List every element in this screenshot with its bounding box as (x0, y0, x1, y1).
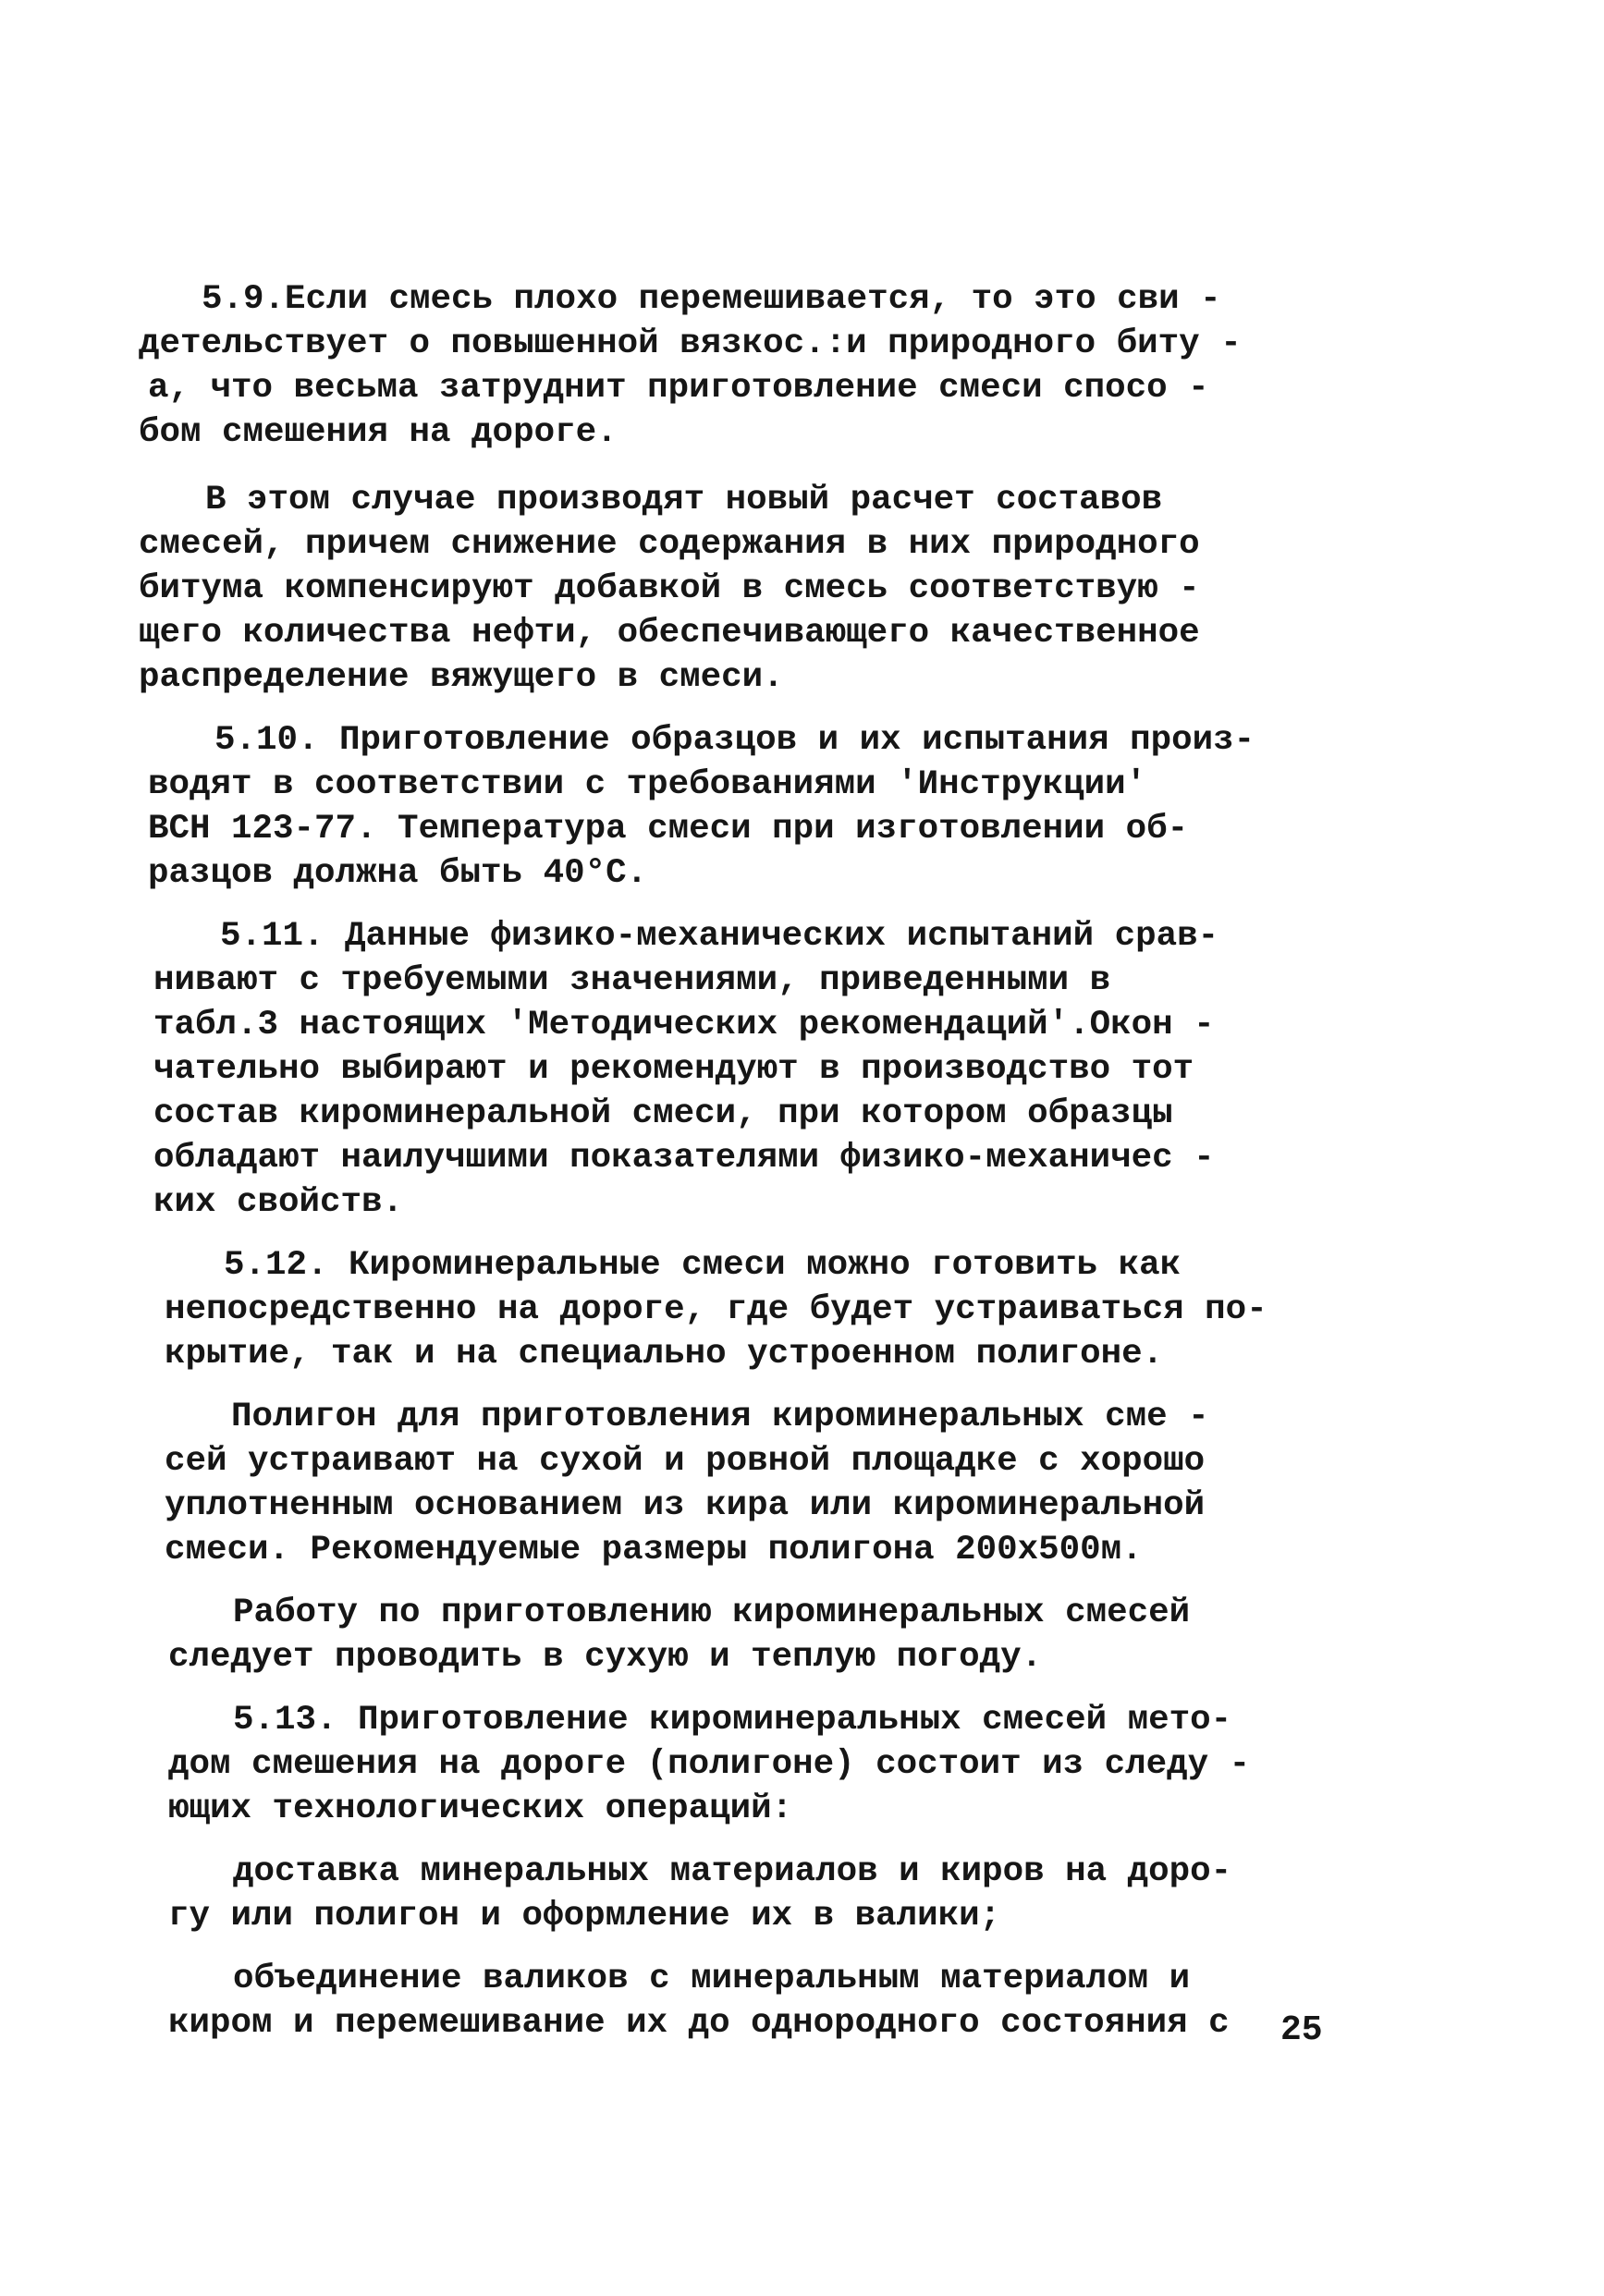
text-line: ющих технологических операций: (168, 1789, 793, 1828)
text-line: 5.9.Если смесь плохо перемешивается, то это сви - (202, 280, 1221, 319)
text-line: табл.3 настоящих 'Методических рекомендаций'.Окон - (153, 1006, 1215, 1044)
text-line: 5.10. Приготовление образцов и их испытания произ- (214, 721, 1255, 760)
text-line: гу или полигон и оформление их в валики; (168, 1897, 1001, 1936)
text-line: 5.13. Приготовление кироминеральных смесей мето- (233, 1701, 1232, 1740)
text-line: распределение вяжущего в смеси. (139, 658, 784, 697)
text-line: а, что весьма затруднит приготовление смеси спосо - (148, 369, 1209, 408)
text-line: обладают наилучшими показателями физико-механичес - (153, 1139, 1215, 1178)
text-line: доставка минеральных материалов и киров на доро- (233, 1852, 1232, 1891)
text-line: ких свойств. (153, 1183, 404, 1222)
text-line: следует проводить в сухую и теплую погоду. (168, 1638, 1043, 1677)
text-line: 5.12. Кироминеральные смеси можно готовить как (224, 1246, 1182, 1285)
text-line: Полигон для приготовления кироминеральных сме - (231, 1398, 1209, 1436)
text-line: чательно выбирают и рекомендуют в производство тот (153, 1050, 1194, 1089)
text-line: бом смешения на дороге. (139, 413, 618, 452)
text-line: уплотненным основанием из кира или кироминеральной (165, 1486, 1206, 1525)
text-line: ВСН 123-77. Температура смеси при изготовлении об- (148, 810, 1189, 849)
text-line: нивают с требуемыми значениями, приведенными в (153, 961, 1111, 1000)
text-line: детельствует о повышенной вязкос.:и природного биту - (139, 324, 1242, 363)
text-line: киром и перемешивание их до однородного состояния с (168, 2004, 1230, 2043)
text-line: Работу по приготовлению кироминеральных смесей (233, 1594, 1191, 1632)
text-line: дом смешения на дороге (полигоне) состоит из следу - (168, 1745, 1251, 1784)
page-number: 25 (1280, 2010, 1323, 2050)
text-line: разцов должна быть 40°С. (148, 854, 648, 893)
text-line: 5.11. Данные физико-механических испытаний срав- (220, 917, 1219, 956)
text-line: водят в соответствии с требованиями 'Инструкции' (148, 765, 1147, 804)
text-line: смесей, причем снижение содержания в них природного (139, 525, 1200, 564)
text-line: объединение валиков с минеральным материалом и (233, 1960, 1191, 1998)
text-line: битума компенсируют добавкой в смесь соответствую - (139, 569, 1200, 608)
text-line: сей устраивают на сухой и ровной площадке с хорошо (165, 1442, 1206, 1481)
text-line: В этом случае производят новый расчет составов (205, 481, 1163, 519)
text-line: состав кироминеральной смеси, при котором образцы (153, 1094, 1173, 1133)
text-line: смеси. Рекомендуемые размеры полигона 200х500м. (165, 1531, 1143, 1569)
text-line: крытие, так и на специально устроенном полигоне. (165, 1335, 1164, 1374)
text-line: непосредственно на дороге, где будет устраиваться по- (165, 1290, 1267, 1329)
text-line: щего количества нефти, обеспечивающего качественное (139, 614, 1200, 653)
